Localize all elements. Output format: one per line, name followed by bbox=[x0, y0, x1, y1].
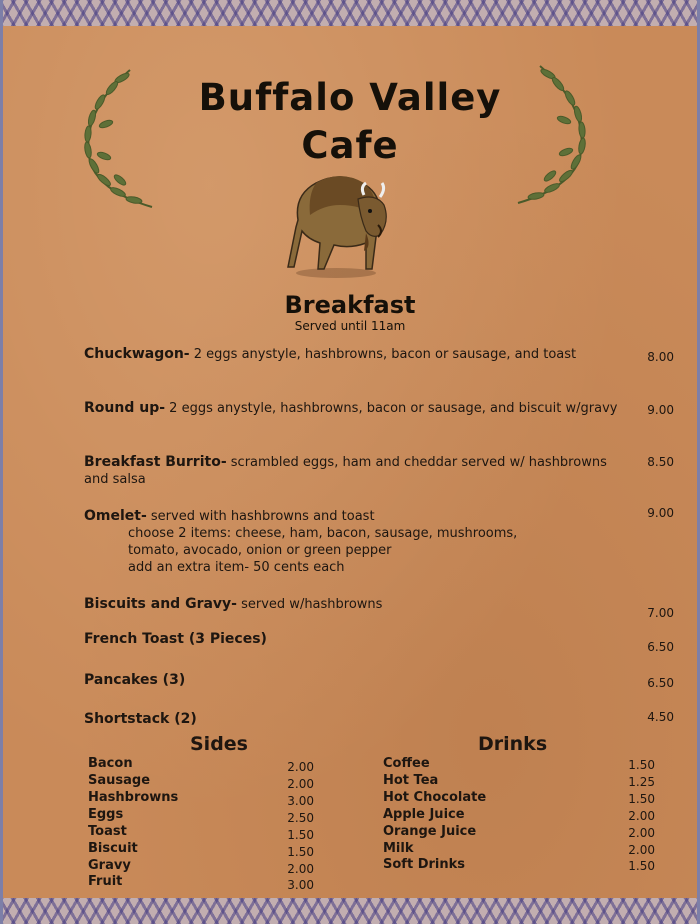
side-item-name: Fruit bbox=[88, 874, 123, 889]
omelet-option-line: tomato, avocado, onion or green pepper bbox=[128, 543, 392, 558]
bison-icon bbox=[280, 165, 400, 280]
drink-item-price: 1.50 bbox=[628, 859, 655, 873]
side-item-name: Sausage bbox=[88, 773, 151, 788]
menu-item-french-toast bbox=[84, 631, 619, 648]
side-item-price: 2.50 bbox=[287, 811, 314, 825]
sides-heading: Sides bbox=[190, 733, 248, 755]
menu-item-biscuits-gravy bbox=[84, 596, 619, 613]
item-name: Omelet- bbox=[84, 508, 147, 524]
omelet-extra-note: add an extra item- 50 cents each bbox=[128, 560, 345, 575]
drink-item-price: 1.50 bbox=[628, 792, 655, 806]
side-item-name: Hashbrowns bbox=[88, 790, 179, 805]
item-price: 4.50 bbox=[647, 710, 674, 724]
drink-item-price: 1.50 bbox=[628, 758, 655, 772]
menu-item-omelet bbox=[84, 508, 619, 576]
drinks-heading: Drinks bbox=[478, 733, 548, 755]
item-price: 8.00 bbox=[647, 350, 674, 364]
cafe-name-line2: Cafe bbox=[301, 124, 399, 167]
item-price: 7.00 bbox=[647, 606, 674, 620]
item-price: 9.00 bbox=[647, 403, 674, 417]
side-item-price: 1.50 bbox=[287, 828, 314, 842]
item-desc: scrambled eggs, ham and cheddar served w/ hashbrowns and salsa bbox=[84, 455, 607, 487]
side-item-price: 3.00 bbox=[287, 794, 314, 808]
side-item-name: Toast bbox=[88, 824, 127, 839]
menu-item-chuckwagon bbox=[84, 346, 619, 363]
item-desc: 2 eggs anystyle, hashbrowns, bacon or sausage, and biscuit w/gravy bbox=[165, 401, 618, 416]
cafe-name-line1: Buffalo Valley bbox=[198, 76, 502, 119]
item-desc: served with hashbrowns and toast bbox=[146, 509, 375, 524]
side-item-name: Biscuit bbox=[88, 841, 138, 856]
drink-item-name: Hot Chocolate bbox=[383, 790, 487, 805]
item-desc: served w/hashbrowns bbox=[236, 597, 383, 612]
drink-item-name: Soft Drinks bbox=[383, 857, 465, 872]
menu-item-shortstack bbox=[84, 711, 619, 728]
item-name: Chuckwagon- bbox=[84, 346, 190, 362]
drink-item-price: 1.25 bbox=[628, 775, 655, 789]
item-price: 8.50 bbox=[647, 455, 674, 469]
item-name: Biscuits and Gravy- bbox=[84, 596, 237, 612]
item-price: 6.50 bbox=[647, 676, 674, 690]
drink-item-price: 2.00 bbox=[628, 826, 655, 840]
side-item-price: 2.00 bbox=[287, 777, 314, 791]
item-name: Pancakes (3) bbox=[84, 672, 186, 688]
bottom-pattern-border bbox=[0, 898, 700, 924]
item-desc: 2 eggs anystyle, hashbrowns, bacon or sausage, and toast bbox=[189, 347, 577, 362]
drink-item-name: Coffee bbox=[383, 756, 430, 771]
drink-item-name: Apple Juice bbox=[383, 807, 465, 822]
omelet-option-line: choose 2 items: cheese, ham, bacon, sausage, mushrooms, bbox=[128, 526, 518, 541]
drink-item-price: 2.00 bbox=[628, 809, 655, 823]
item-price: 9.00 bbox=[647, 506, 674, 520]
menu-item-breakfast-burrito bbox=[84, 454, 619, 488]
drink-item-price: 2.00 bbox=[628, 843, 655, 857]
item-price: 6.50 bbox=[647, 640, 674, 654]
side-item-name: Gravy bbox=[88, 858, 131, 873]
side-item-name: Bacon bbox=[88, 756, 133, 771]
drink-item-name: Orange Juice bbox=[383, 824, 477, 839]
side-item-price: 1.50 bbox=[287, 845, 314, 859]
item-name: Round up- bbox=[84, 400, 166, 416]
drink-item-name: Hot Tea bbox=[383, 773, 439, 788]
breakfast-heading: Breakfast bbox=[284, 291, 416, 319]
side-item-price: 2.00 bbox=[287, 760, 314, 774]
top-pattern-border bbox=[0, 0, 700, 26]
menu-item-pancakes bbox=[84, 672, 619, 689]
item-name: Breakfast Burrito- bbox=[84, 454, 227, 470]
drink-item-name: Milk bbox=[383, 841, 414, 856]
side-item-price: 2.00 bbox=[287, 862, 314, 876]
side-item-name: Eggs bbox=[88, 807, 124, 822]
item-name: French Toast (3 Pieces) bbox=[84, 631, 267, 647]
side-item-price: 3.00 bbox=[287, 878, 314, 892]
breakfast-subtitle: Served until 11am bbox=[294, 319, 406, 333]
item-name: Shortstack (2) bbox=[84, 711, 197, 727]
menu-item-round-up bbox=[84, 400, 619, 417]
